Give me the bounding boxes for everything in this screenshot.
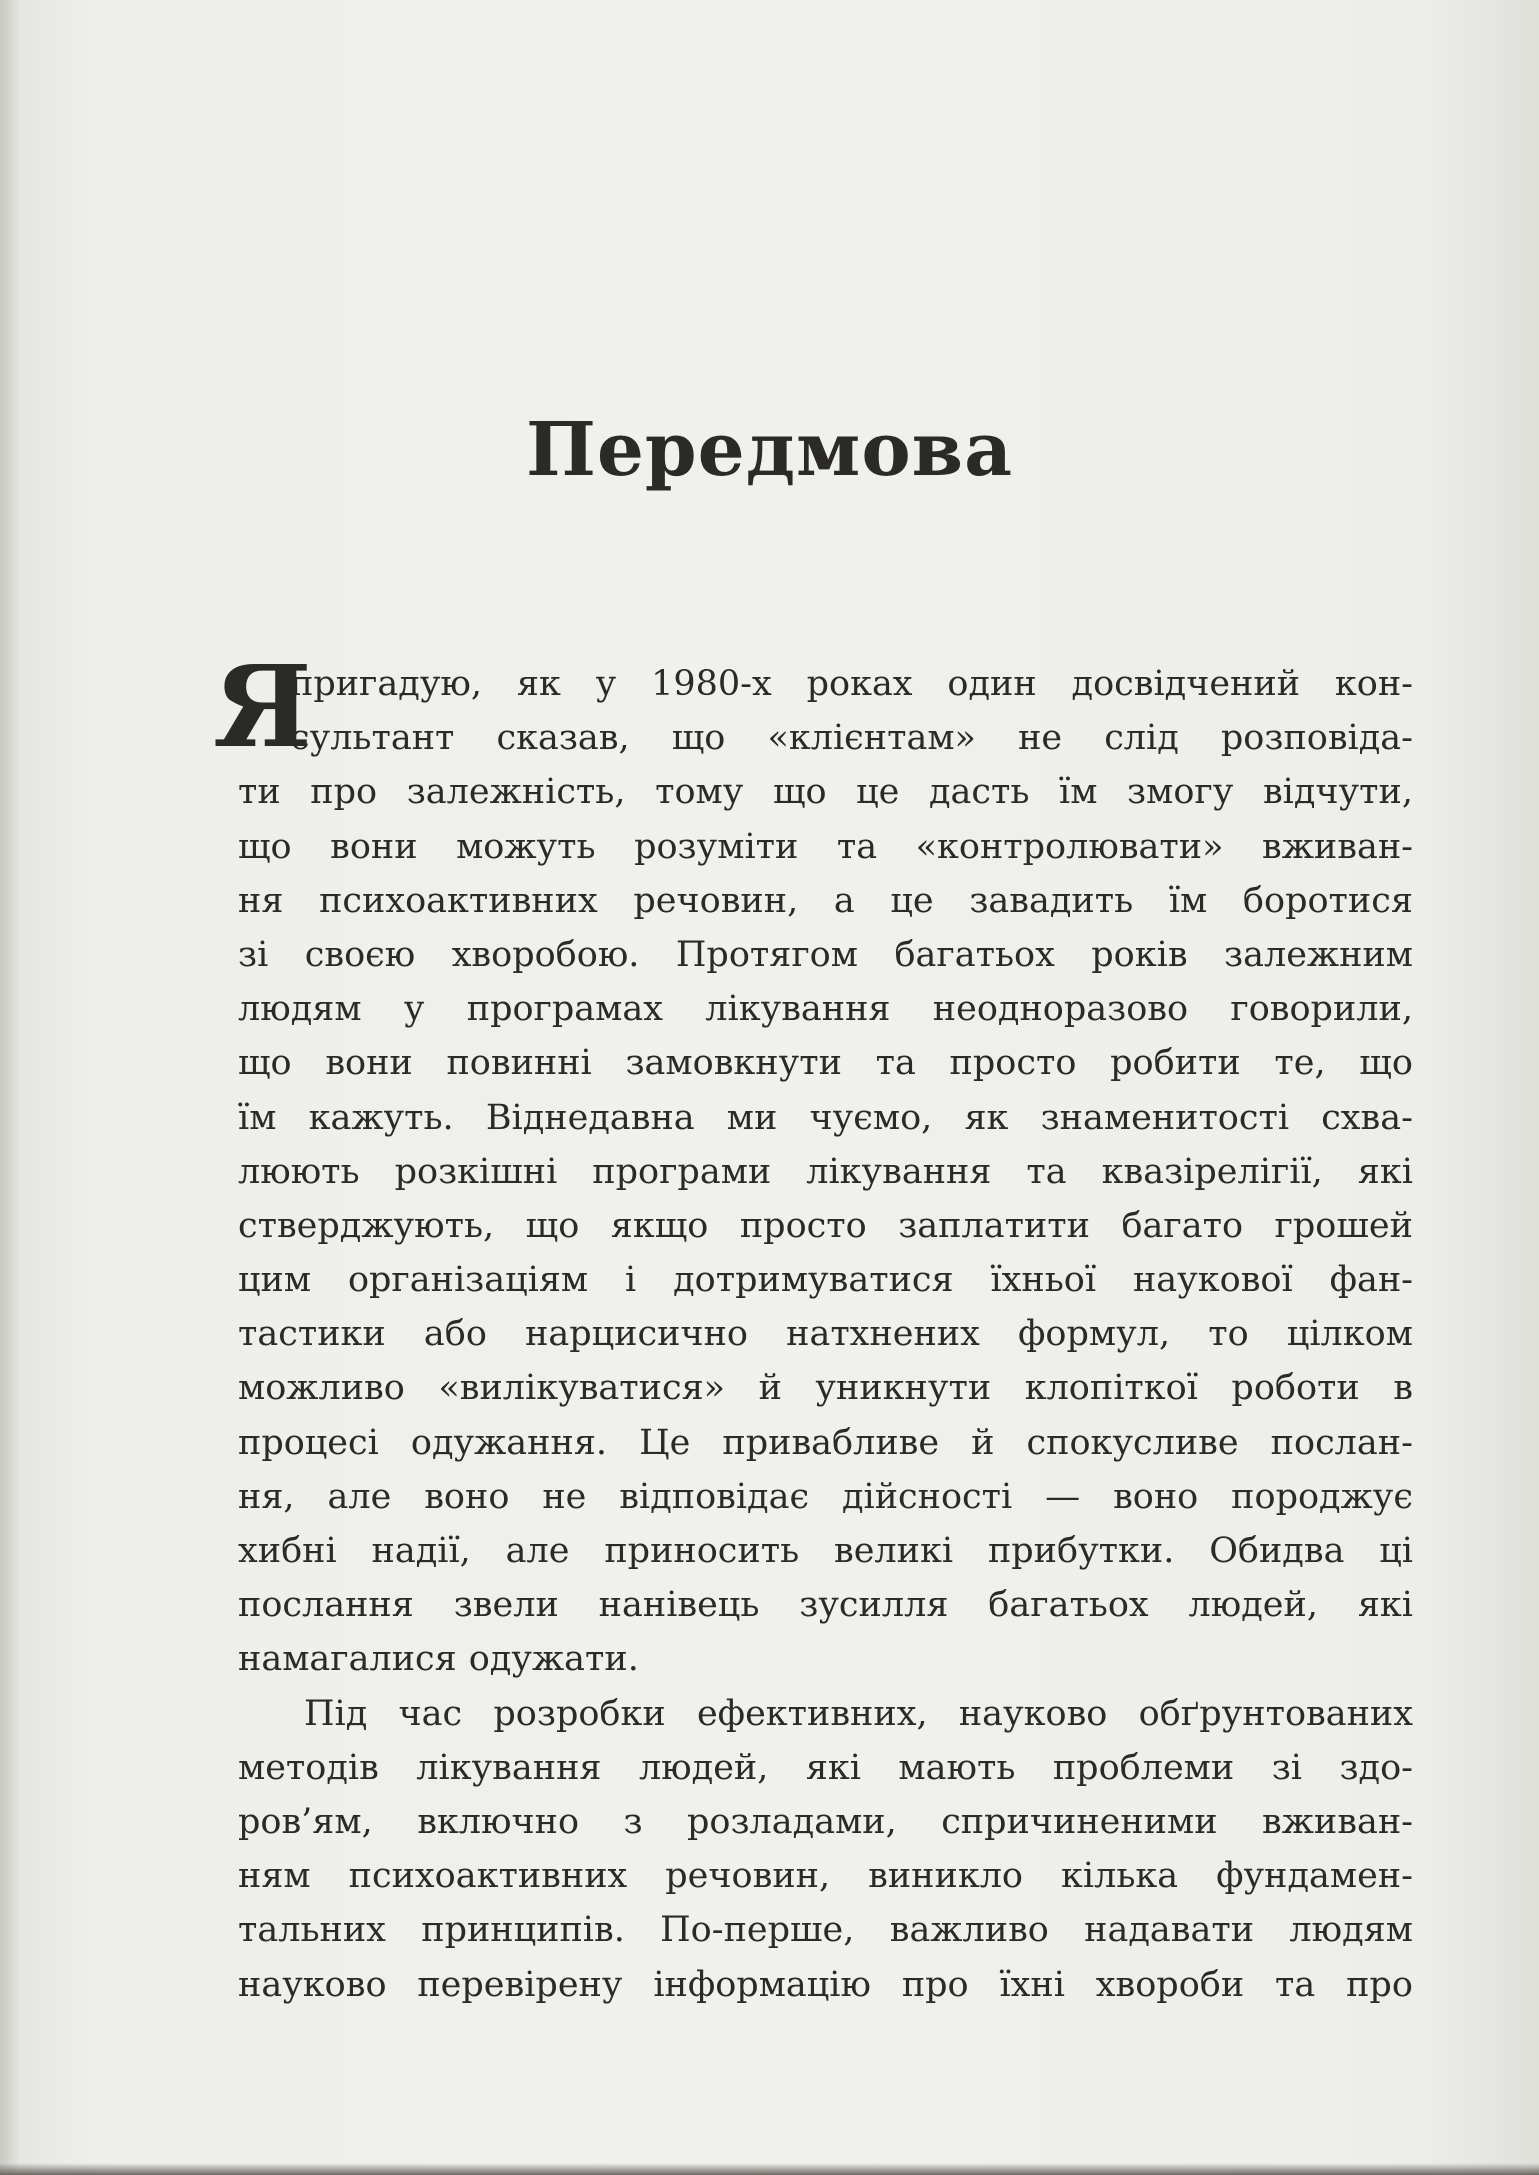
paragraph (238, 657, 1413, 1687)
text-line: науково перевірену інформацію про їхні хвороби та про (238, 1964, 1413, 2005)
text-line: пригадую, як у 1980-х роках один досвідчений кон- (290, 664, 1413, 704)
paragraph (238, 1687, 1413, 2012)
text-line: ня психоактивних речовин, а це завадить їм боротися (238, 880, 1413, 921)
text-line: хибні надії, але приносить великі прибутки. Обидва ці (238, 1531, 1413, 1571)
text-line: що вони повинні замовкнути та просто робити те, що (238, 1043, 1413, 1084)
text-line: процесі одужання. Це привабливе й спокусливе послан- (238, 1422, 1413, 1463)
body-text (238, 657, 1413, 2012)
text-line: що вони можуть розуміти та «контролювати» вживан- (238, 826, 1413, 867)
drop-cap: Я (213, 642, 312, 773)
text-line: ров’ям, включно з розладами, спричиненими вживан- (238, 1801, 1413, 1842)
text-line: Під час розробки ефективних, науково обґрунтованих (304, 1693, 1413, 1734)
text-line: послання звели нанівець зусилля багатьох людей, які (238, 1585, 1413, 1626)
text-line: сультант сказав, що «клієнтам» не слід розповіда- (290, 718, 1413, 759)
text-line: людям у програмах лікування неодноразово говорили, (238, 989, 1413, 1030)
page-edge-shadow (0, 2163, 1539, 2175)
text-line: цим організаціям і дотримуватися їхньої наукової фан- (238, 1260, 1413, 1301)
text-line: методів лікування людей, які мають проблеми зі здо- (238, 1747, 1413, 1788)
text-line: тастики або нарцисично натхнених формул, то цілком (238, 1314, 1413, 1355)
text-line: стверджують, що якщо просто заплатити багато грошей (238, 1205, 1413, 1246)
text-line: намагалися одужати. (238, 1639, 639, 1680)
text-line: люють розкішні програми лікування та квазірелігії, які (238, 1151, 1413, 1192)
text-line: ням психоактивних речовин, виникло кілька фундамен- (238, 1856, 1413, 1897)
text-line: їм кажуть. Віднедавна ми чуємо, як знаменитості схва- (238, 1097, 1413, 1138)
text-line: ти про залежність, тому що це дасть їм змогу відчути, (238, 772, 1413, 813)
page-title: Передмова (525, 407, 1014, 493)
text-line: тальних принципів. По-перше, важливо надавати людям (238, 1910, 1413, 1951)
text-line: ня, але воно не відповідає дійсності — воно породжує (238, 1476, 1413, 1517)
text-line: можливо «вилікуватися» й уникнути клопіткої роботи в (238, 1368, 1413, 1409)
text-line: зі своєю хворобою. Протягом багатьох років залежним (238, 934, 1413, 975)
